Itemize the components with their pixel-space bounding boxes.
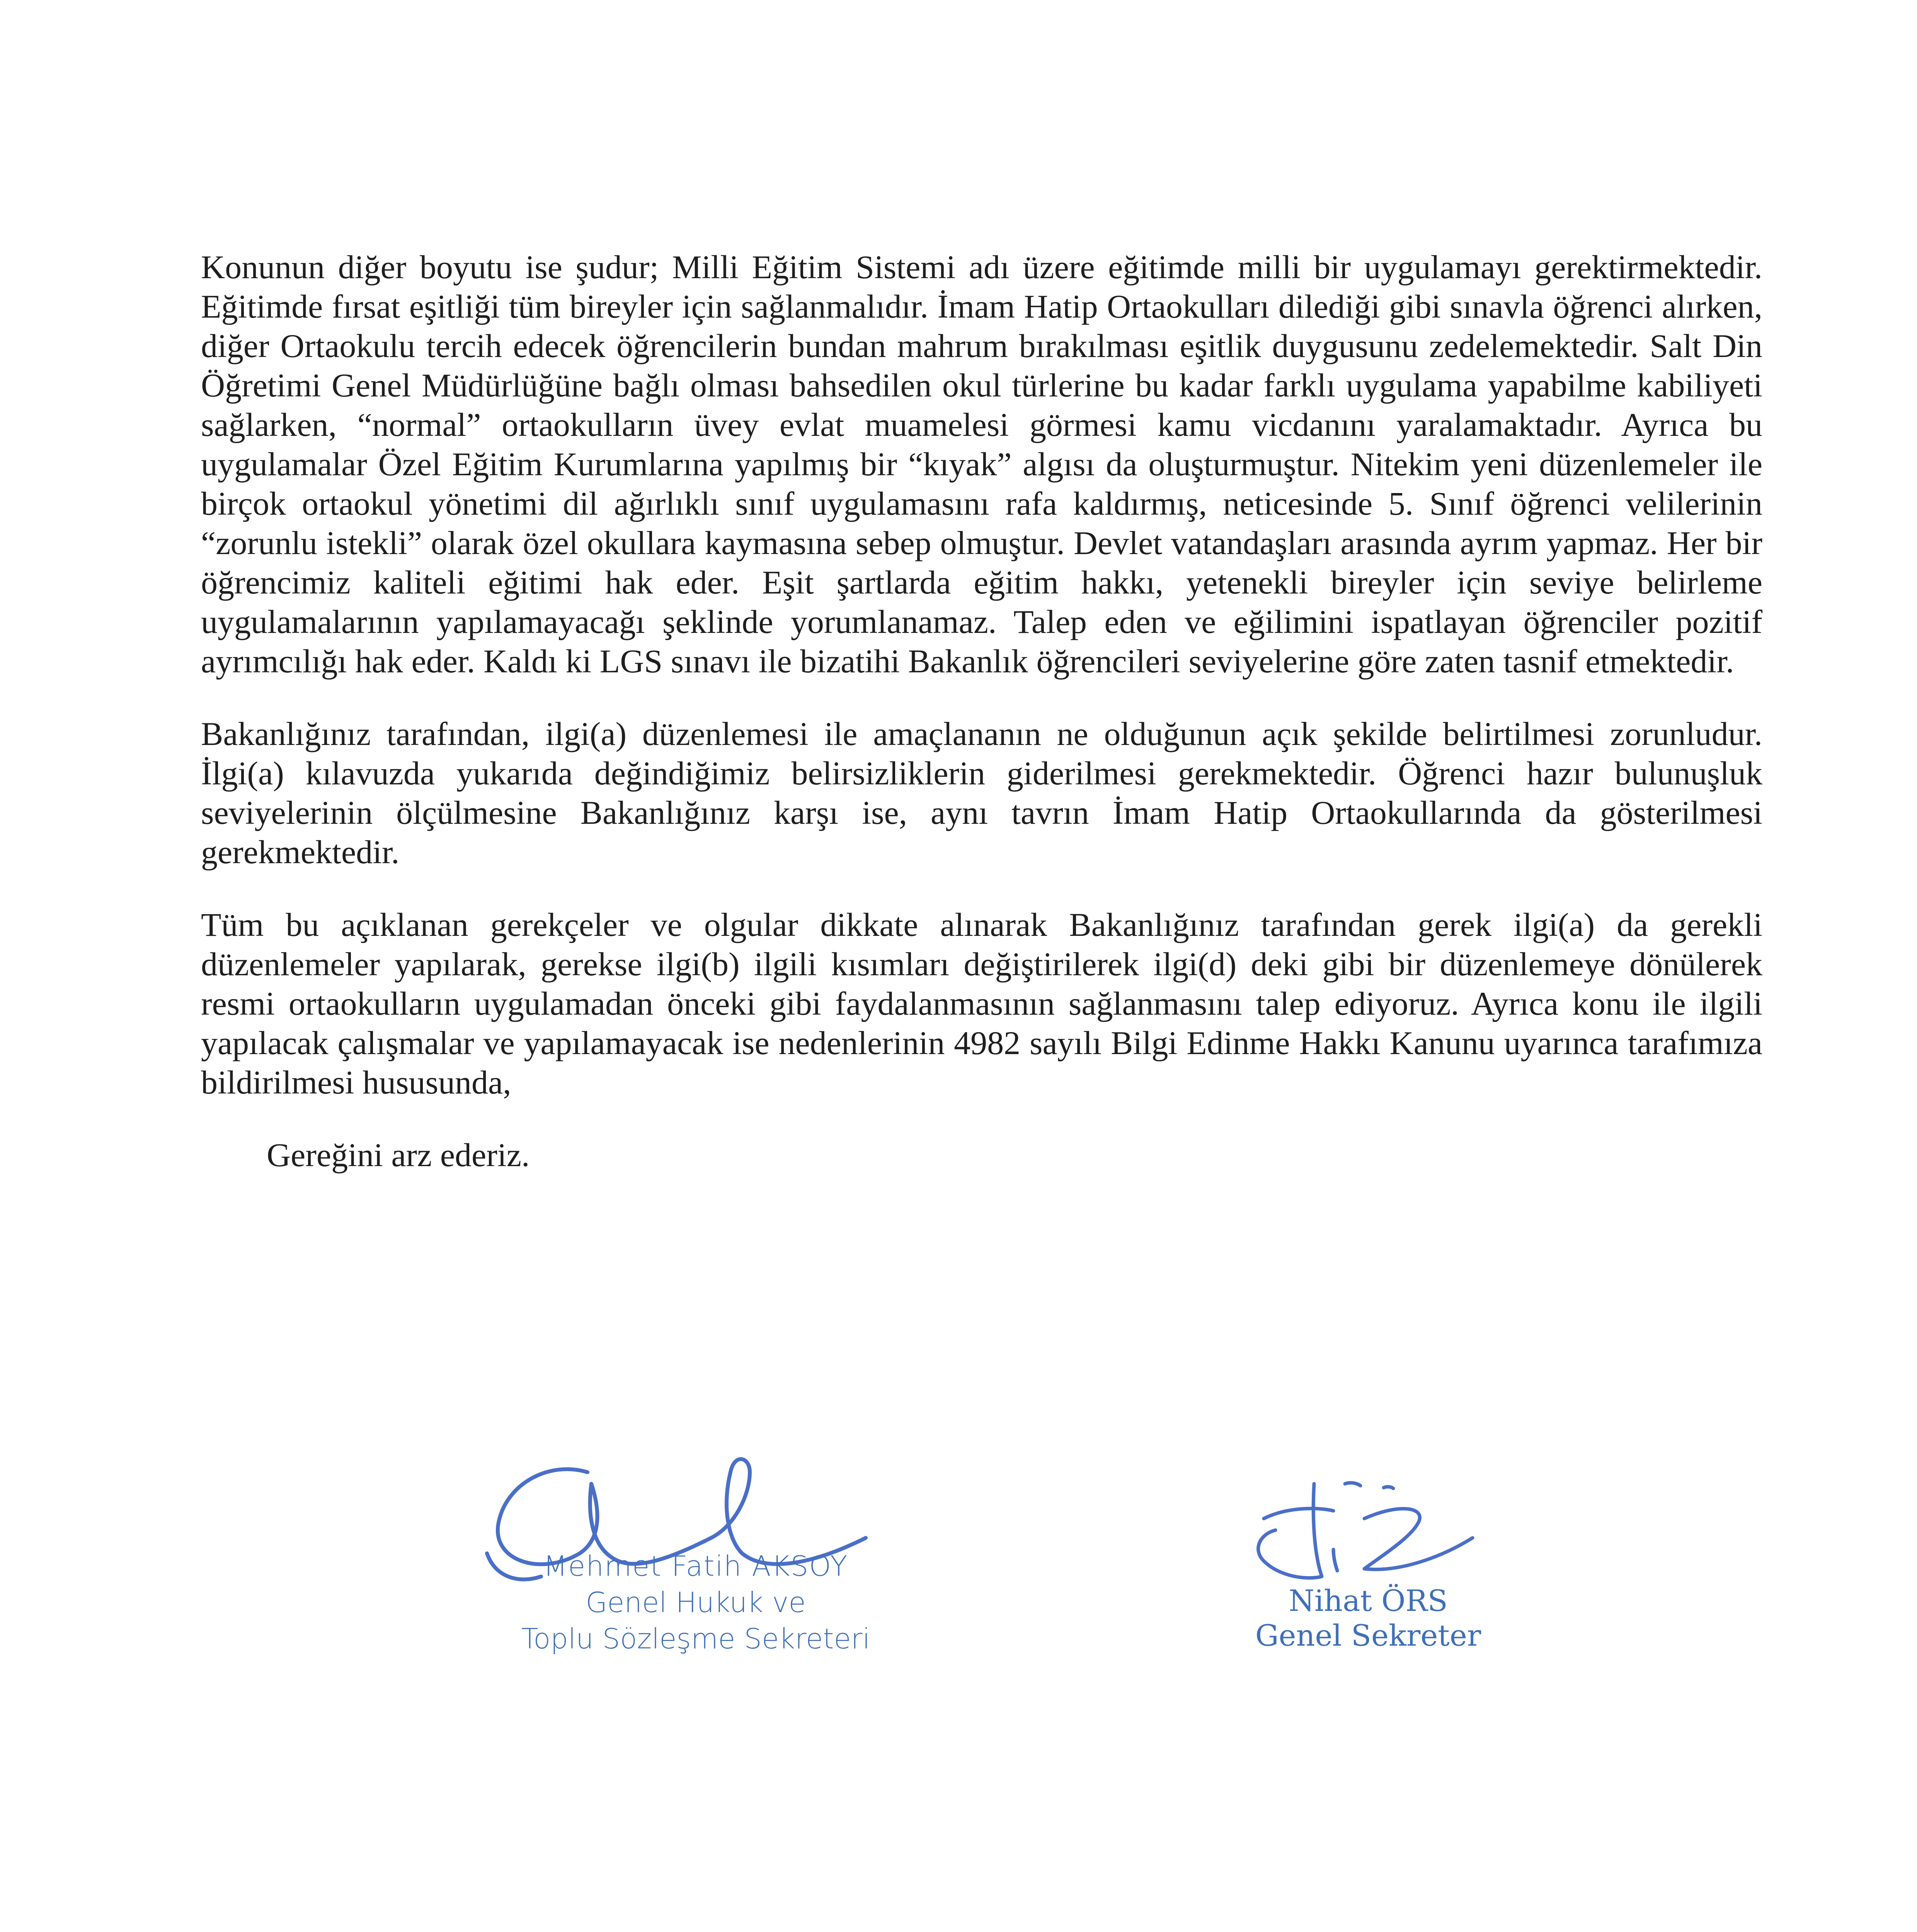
handwritten-signature-right bbox=[1217, 1461, 1519, 1600]
paragraph-2: Bakanlığınız tarafından, ilgi(a) düzenlemesi ile amaçlananın ne olduğunun açık şekilde belirtilmesi zorunludur. İlgi(a) kılavuzda yukarıda değindiğimiz belirsizliklerin giderilmesi gerekmektedir. Öğrenci hazır bulunuşluk seviyelerinin ölçülmesine Bakanlığınız karşı ise, aynı tavrın İmam Hatip Ortaokullarında da gösterilmesi gerekmektedir. bbox=[201, 715, 1762, 871]
letter-body bbox=[201, 247, 1762, 1175]
paragraph-3: Tüm bu açıklanan gerekçeler ve olgular dikkate alınarak Bakanlığınız tarafından gerek ilgi(a) da gerekli düzenlemeler yapılarak, gerekse ilgi(b) ilgili kısımları değiştirilerek ilgi(d) deki gibi bir düzenlemeye dönülerek resmi ortaokulların uygulamadan önceki gibi faydalanmasının sağlanmasını talep ediyoruz. Ayrıca konu ile ilgili yapılacak çalışmalar ve yapılamayacak ise nedenlerinin 4982 sayılı Bilgi Edinme Hakkı Kanunu uyarınca tarafımıza bildirilmesi hususunda, bbox=[201, 906, 1762, 1101]
signer-name-right: Nihat ÖRS bbox=[1289, 1583, 1448, 1618]
signature-block-right bbox=[1217, 1461, 1519, 1677]
signer-title-left-line-1: Genel Hukuk ve bbox=[586, 1586, 806, 1619]
signature-block-left bbox=[464, 1437, 928, 1716]
signer-title-left-line-2: Toplu Sözleşme Sekreteri bbox=[521, 1622, 870, 1655]
signer-name-left: Mehmet Fatih AKSOY bbox=[543, 1550, 848, 1582]
closing-line: Gereğini arz ederiz. bbox=[267, 1136, 530, 1173]
signer-title-right: Genel Sekreter bbox=[1255, 1618, 1481, 1653]
paragraph-1: Konunun diğer boyutu ise şudur; Milli Eğitim Sistemi adı üzere eğitimde milli bir uygulamayı gerektirmektedir. Eğitimde fırsat eşitliği tüm bireyler için sağlanmalıdır. İmam Hatip Ortaokulları dilediği gibi sınavla öğrenci alırken, diğer Ortaokulu tercih edecek öğrencilerin bundan mahrum bırakılması eşitlik duygusunu zedelemektedir. Salt Din Öğretimi Genel Müdürlüğüne bağlı olması bahsedilen okul türlerine bu kadar farklı uygulama yapabilme kabiliyeti sağlarken, “normal” ortaokulların üvey evlat muamelesi görmesi kamu vicdanını yaralamaktadır. Ayrıca bu uygulamalar Özel Eğitim Kurumlarına yapılmış bir “kıyak” algısı da oluşturmuştur. Nitekim yeni düzenlemeler ile birçok ortaokul yönetimi dil ağırlıklı sınıf uygulamasını rafa kaldırmış, neticesinde 5. Sınıf öğrenci velilerinin “zorunlu istekli” olarak özel okullara kaymasına sebep olmuştur. Devlet vatandaşları arasında ayrım yapmaz. Her bir öğrencimiz kaliteli eğitimi hak eder. Eşit şartlarda eğitim hakkı, yetenekli bireyler için seviye belirleme uygulamalarının yapılamayacağı şeklinde yorumlanamaz. Talep eden ve eğilimini ispatlayan öğrenciler pozitif ayrımcılığı hak eder. Kaldı ki LGS sınavı ile bizatihi Bakanlık öğrencileri seviyelerine göre zaten tasnif etmektedir. bbox=[201, 248, 1762, 680]
